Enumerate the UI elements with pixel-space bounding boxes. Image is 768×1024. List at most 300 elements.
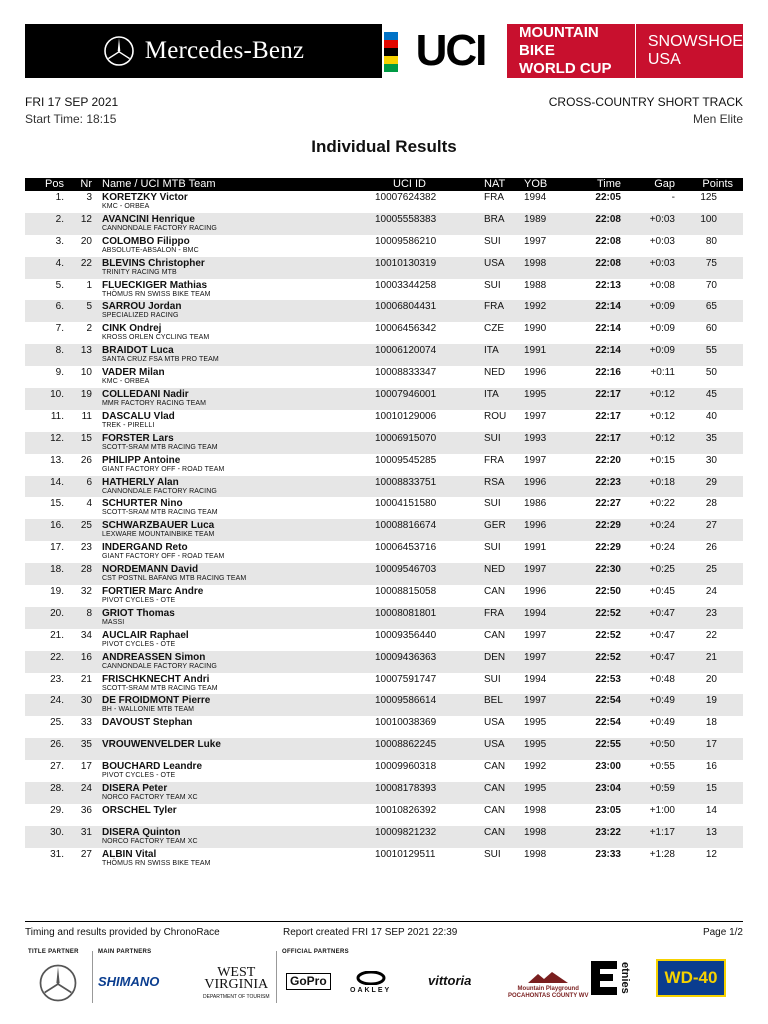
cell-nr: 5	[86, 301, 92, 313]
header-yob: YOB	[524, 178, 548, 190]
cell-yob: 1998	[524, 826, 547, 838]
cell-points: 29	[705, 476, 717, 488]
cell-nr: 6	[86, 476, 92, 488]
cell-yob: 1995	[524, 783, 547, 795]
cell-name: VROUWENVELDER Luke	[102, 739, 221, 751]
cell-name: DISERA Quinton	[102, 826, 181, 838]
cell-pos: 10.	[50, 389, 64, 401]
cell-time: 22:17	[595, 410, 621, 422]
cell-pos: 1.	[55, 192, 64, 203]
cell-uci: 10008833751	[375, 476, 437, 488]
table-row	[25, 476, 743, 498]
cell-gap: +0:12	[649, 389, 675, 401]
cell-nr: 31	[80, 826, 92, 838]
cell-yob: 1994	[524, 673, 547, 685]
cell-team: LEXWARE MOUNTAINBIKE TEAM	[102, 531, 215, 539]
cell-uci: 10006456342	[375, 323, 437, 335]
title-partner-label: TITLE PARTNER	[28, 949, 79, 955]
cell-uci: 10004151580	[375, 498, 437, 510]
wv-bottom: VIRGINIA	[204, 977, 269, 992]
cell-name: AVANCINI Henrique	[102, 213, 195, 225]
cell-uci: 10006804431	[375, 301, 437, 313]
table-row	[25, 344, 743, 366]
cell-nr: 23	[80, 542, 92, 554]
cell-nat: DEN	[484, 651, 506, 663]
gopro-logo: GoPro	[286, 973, 331, 990]
header-time: Time	[596, 178, 621, 190]
event-title-line1: MOUNTAIN BIKE	[519, 24, 599, 59]
cell-uci: 10008815058	[375, 586, 437, 598]
cell-yob: 1996	[524, 586, 547, 598]
cell-team: THÖMUS RN SWISS BIKE TEAM	[102, 859, 211, 867]
cell-time: 22:05	[595, 192, 621, 203]
cell-uci: 10008081801	[375, 607, 437, 619]
cell-time: 22:14	[595, 345, 621, 357]
cell-team: PIVOT CYCLES - OTE	[102, 640, 176, 648]
cell-pos: 12.	[50, 432, 64, 444]
oakley-logo	[350, 971, 391, 994]
header-gap: Gap	[654, 178, 675, 190]
cell-gap: +0:22	[649, 498, 675, 510]
cell-points: 125	[700, 192, 717, 203]
cell-gap: +0:47	[649, 629, 675, 641]
cell-nr: 34	[80, 629, 92, 641]
cell-yob: 1997	[524, 454, 547, 466]
cell-yob: 1995	[524, 389, 547, 401]
cell-yob: 1998	[524, 257, 547, 269]
cell-time: 22:08	[595, 213, 621, 225]
cell-pos: 30.	[50, 826, 64, 838]
cell-name: ANDREASSEN Simon	[102, 651, 206, 663]
cell-yob: 1990	[524, 323, 547, 335]
cell-nat: BEL	[484, 695, 503, 707]
cell-time: 23:05	[595, 804, 621, 816]
cell-gap: +0:49	[649, 695, 675, 707]
cell-nat: CZE	[484, 323, 504, 335]
cell-team: GIANT FACTORY OFF - ROAD TEAM	[102, 553, 225, 561]
cell-nat: SUI	[484, 673, 501, 685]
cell-time: 22:54	[595, 717, 621, 729]
cell-points: 40	[705, 410, 717, 422]
cell-yob: 1992	[524, 301, 547, 313]
cell-gap: +0:50	[649, 739, 675, 751]
cell-yob: 1998	[524, 804, 547, 816]
cell-yob: 1993	[524, 432, 547, 444]
cell-points: 12	[705, 848, 717, 860]
cell-gap: +0:15	[649, 454, 675, 466]
mp-line1: Mountain Playground	[517, 986, 579, 992]
race-date: FRI 17 SEP 2021	[25, 95, 119, 109]
cell-name: NORDEMANN David	[102, 564, 199, 576]
cell-pos: 8.	[55, 345, 64, 357]
uci-logo	[382, 24, 507, 78]
cell-nat: FRA	[484, 607, 504, 619]
cell-gap: +0:48	[649, 673, 675, 685]
cell-uci: 10008816674	[375, 520, 437, 532]
cell-team: ABSOLUTE-ABSALON - BMC	[102, 246, 199, 254]
cell-time: 22:08	[595, 235, 621, 247]
venue-line1: SNOWSHOE	[647, 33, 743, 50]
cell-pos: 31.	[50, 848, 64, 860]
cell-yob: 1995	[524, 717, 547, 729]
cell-name: DAVOUST Stephan	[102, 717, 193, 729]
cell-nat: GER	[484, 520, 506, 532]
cell-gap: +0:09	[649, 345, 675, 357]
cell-team: SCOTT-SRAM MTB RACING TEAM	[102, 509, 218, 517]
table-row	[25, 300, 743, 322]
cell-points: 14	[705, 804, 717, 816]
west-virginia-logo	[203, 967, 270, 1003]
table-row	[25, 322, 743, 344]
page-title: Individual Results	[311, 137, 457, 156]
cell-yob: 1991	[524, 542, 547, 554]
table-row	[25, 694, 743, 716]
cell-uci: 10006120074	[375, 345, 437, 357]
cell-gap: +0:47	[649, 651, 675, 663]
cell-name: BRAIDOT Luca	[102, 345, 174, 357]
page-number: Page 1/2	[702, 927, 743, 938]
cell-time: 22:08	[595, 257, 621, 269]
cell-name: SCHWARZBAUER Luca	[102, 520, 215, 532]
cell-pos: 6.	[55, 301, 64, 313]
cell-yob: 1997	[524, 629, 547, 641]
cell-points: 26	[705, 542, 717, 554]
race-category: Men Elite	[692, 112, 743, 126]
cell-points: 15	[705, 783, 717, 795]
cell-time: 22:14	[595, 301, 621, 313]
cell-nr: 20	[80, 235, 92, 247]
cell-points: 35	[705, 432, 717, 444]
cell-nat: SUI	[484, 848, 501, 860]
cell-gap: +0:49	[649, 717, 675, 729]
cell-points: 70	[705, 279, 717, 291]
cell-nr: 35	[80, 739, 92, 751]
cell-yob: 1996	[524, 476, 547, 488]
cell-pos: 5.	[55, 279, 64, 291]
cell-team: SCOTT-SRAM MTB RACING TEAM	[102, 684, 218, 692]
cell-nat: CAN	[484, 826, 506, 838]
cell-uci: 10009960318	[375, 761, 437, 773]
cell-points: 13	[705, 826, 717, 838]
cell-team: CANNONDALE FACTORY RACING	[102, 224, 217, 232]
cell-nat: FRA	[484, 301, 504, 313]
cell-time: 22:52	[595, 629, 621, 641]
cell-nat: BRA	[484, 213, 505, 225]
cell-uci: 10010129511	[375, 848, 436, 860]
cell-name: DISERA Peter	[102, 783, 168, 795]
cell-yob: 1997	[524, 410, 547, 422]
table-row	[25, 432, 743, 454]
cell-uci: 10009586614	[375, 695, 437, 707]
cell-time: 22:17	[595, 389, 621, 401]
table-row	[25, 191, 743, 213]
table-row	[25, 563, 743, 585]
cell-name: PHILIPP Antoine	[102, 454, 181, 466]
cell-nat: SUI	[484, 235, 501, 247]
cell-gap: +0:12	[649, 432, 675, 444]
cell-team: CANNONDALE FACTORY RACING	[102, 662, 217, 670]
cell-nr: 28	[80, 564, 92, 576]
cell-nr: 17	[80, 761, 92, 773]
cell-pos: 25.	[50, 717, 64, 729]
partners-strip	[28, 949, 742, 1009]
cell-yob: 1995	[524, 739, 547, 751]
cell-name: HATHERLY Alan	[102, 476, 179, 488]
table-body	[25, 191, 743, 870]
cell-nr: 4	[86, 498, 92, 510]
cell-points: 20	[705, 673, 717, 685]
cell-yob: 1989	[524, 213, 547, 225]
cell-uci: 10009546703	[375, 564, 437, 576]
header-uci-id: UCI ID	[393, 178, 426, 190]
cell-yob: 1996	[524, 520, 547, 532]
cell-name: COLLEDANI Nadir	[102, 389, 189, 401]
cell-nat: ITA	[484, 345, 499, 357]
cell-time: 22:53	[595, 673, 621, 685]
cell-pos: 23.	[50, 673, 64, 685]
cell-time: 22:29	[595, 520, 621, 532]
cell-time: 22:50	[595, 586, 621, 598]
cell-gap: +0:12	[649, 410, 675, 422]
partner-divider	[92, 951, 93, 1003]
cell-nat: USA	[484, 257, 505, 269]
cell-name: ALBIN Vital	[102, 848, 157, 860]
cell-name: KORETZKY Victor	[102, 192, 188, 203]
sponsor-name: Mercedes-Benz	[144, 37, 305, 64]
cell-pos: 26.	[50, 739, 64, 751]
cell-gap: +0:03	[649, 257, 675, 269]
cell-points: 28	[705, 498, 717, 510]
cell-time: 23:33	[595, 848, 621, 860]
cell-nr: 13	[80, 345, 92, 357]
cell-gap: +1:17	[649, 826, 675, 838]
table-row	[25, 541, 743, 563]
cell-time: 22:54	[595, 695, 621, 707]
cell-yob: 1997	[524, 564, 547, 576]
cell-yob: 1986	[524, 498, 547, 510]
cell-uci: 10010130319	[375, 257, 437, 269]
oakley-ellipse-icon	[356, 971, 386, 985]
cell-pos: 3.	[55, 235, 64, 247]
cell-gap: +0:45	[649, 586, 675, 598]
table-row	[25, 673, 743, 695]
start-time: Start Time: 18:15	[25, 112, 117, 126]
cell-team: NORCO FACTORY TEAM XC	[102, 794, 198, 802]
cell-nat: ITA	[484, 389, 499, 401]
cell-nr: 19	[80, 389, 92, 401]
cell-time: 22:52	[595, 651, 621, 663]
uci-rainbow-stripes	[384, 32, 398, 72]
cell-time: 22:20	[595, 454, 621, 466]
cell-pos: 19.	[50, 586, 64, 598]
cell-points: 19	[705, 695, 717, 707]
cell-name: VADER Milan	[102, 367, 165, 379]
cell-team: KROSS ORLEN CYCLING TEAM	[102, 334, 210, 342]
cell-team: CST POSTNL BAFANG MTB RACING TEAM	[102, 575, 247, 583]
cell-nat: FRA	[484, 192, 504, 203]
results-table	[25, 178, 743, 870]
cell-points: 45	[705, 389, 717, 401]
cell-nat: ROU	[484, 410, 507, 422]
event-venue	[648, 33, 743, 69]
cell-uci: 10008178393	[375, 783, 437, 795]
cell-yob: 1997	[524, 235, 547, 247]
etnies-text: etnies	[619, 962, 631, 994]
etnies-e-icon	[591, 961, 617, 995]
event-title	[519, 24, 636, 78]
cell-team: TRINITY RACING MTB	[102, 268, 177, 276]
mercedes-logo-icon	[38, 963, 78, 1003]
cell-team: KMC - ORBEA	[102, 203, 150, 210]
cell-nat: SUI	[484, 498, 501, 510]
header-points: Points	[702, 178, 733, 190]
cell-nr: 25	[80, 520, 92, 532]
table-row	[25, 716, 743, 738]
table-row	[25, 585, 743, 607]
cell-nat: FRA	[484, 454, 504, 466]
header-nr: Nr	[80, 178, 92, 190]
cell-points: 60	[705, 323, 717, 335]
cell-yob: 1994	[524, 607, 547, 619]
cell-yob: 1991	[524, 345, 547, 357]
cell-points: 75	[705, 257, 717, 269]
cell-points: 21	[705, 651, 717, 663]
cell-team: TREK - PIRELLI	[102, 421, 155, 429]
cell-points: 50	[705, 367, 717, 379]
cell-name: BOUCHARD Leandre	[102, 761, 203, 773]
mp-line2: POCAHONTAS COUNTY WV	[508, 993, 589, 999]
cell-nr: 27	[80, 848, 92, 860]
table-row	[25, 257, 743, 279]
cell-pos: 16.	[50, 520, 64, 532]
cell-uci: 10008862245	[375, 739, 437, 751]
wv-small: DEPARTMENT OF TOURISM	[203, 994, 270, 1000]
cell-team: PIVOT CYCLES - OTE	[102, 597, 176, 605]
cell-nr: 15	[80, 432, 92, 444]
event-block	[507, 24, 743, 78]
cell-gap: -	[671, 192, 675, 203]
cell-time: 22:52	[595, 607, 621, 619]
table-row	[25, 651, 743, 673]
header-banner	[25, 24, 743, 78]
table-row	[25, 519, 743, 541]
cell-points: 17	[705, 739, 717, 751]
cell-uci: 10005558383	[375, 213, 437, 225]
cell-gap: +1:28	[649, 848, 675, 860]
title-sponsor-block	[25, 24, 382, 78]
cell-name: FRISCHKNECHT Andri	[102, 673, 210, 685]
table-row	[25, 388, 743, 410]
cell-nat: SUI	[484, 432, 501, 444]
cell-time: 22:23	[595, 476, 621, 488]
venue-line2: USA	[647, 51, 681, 68]
mountain-playground-logo	[508, 971, 588, 1000]
cell-name: FLUECKIGER Mathias	[102, 279, 208, 291]
cell-points: 25	[705, 564, 717, 576]
cell-team: CANNONDALE FACTORY RACING	[102, 487, 217, 495]
cell-nr: 3	[86, 192, 92, 203]
header-name: Name / UCI MTB Team	[102, 178, 216, 190]
cell-nr: 10	[80, 367, 92, 379]
cell-pos: 4.	[55, 257, 64, 269]
event-title-line2: WORLD CUP	[519, 60, 612, 77]
cell-uci: 10010038369	[375, 717, 437, 729]
table-row	[25, 760, 743, 782]
cell-name: GRIOT Thomas	[102, 607, 175, 619]
cell-nr: 8	[86, 607, 92, 619]
cell-gap: +0:03	[649, 213, 675, 225]
cell-name: SCHURTER Nino	[102, 498, 183, 510]
cell-pos: 27.	[50, 761, 64, 773]
cell-nr: 21	[80, 673, 92, 685]
cell-team: GIANT FACTORY OFF - ROAD TEAM	[102, 465, 225, 473]
cell-team: KMC - ORBEA	[102, 378, 150, 386]
cell-nat: CAN	[484, 804, 506, 816]
main-partners-label: MAIN PARTNERS	[98, 949, 152, 955]
cell-time: 22:27	[595, 498, 621, 510]
header-nat: NAT	[484, 178, 506, 190]
cell-nr: 11	[81, 410, 92, 422]
cell-uci: 10010826392	[375, 804, 437, 816]
cell-nat: CAN	[484, 783, 506, 795]
cell-pos: 21.	[50, 629, 64, 641]
cell-gap: +0:25	[649, 564, 675, 576]
cell-uci: 10003344258	[375, 279, 437, 291]
timing-credit: Timing and results provided by ChronoRace	[25, 927, 220, 938]
shimano-logo: SHIMANO	[98, 974, 160, 989]
cell-pos: 15.	[50, 498, 64, 510]
cell-team: SPECIALIZED RACING	[102, 312, 179, 320]
cell-nat: NED	[484, 564, 506, 576]
cell-name: FORSTER Lars	[102, 432, 174, 444]
cell-time: 22:13	[595, 279, 621, 291]
cell-nat: USA	[484, 739, 505, 751]
cell-nr: 22	[80, 257, 92, 269]
cell-uci: 10009821232	[375, 826, 437, 838]
cell-uci: 10010129006	[375, 410, 437, 422]
report-created: Report created FRI 17 SEP 2021 22:39	[283, 927, 458, 938]
table-row	[25, 410, 743, 432]
cell-uci: 10009586210	[375, 235, 437, 247]
cell-time: 22:30	[595, 564, 621, 576]
official-partners-label: OFFICIAL PARTNERS	[282, 949, 349, 955]
cell-points: 100	[700, 213, 717, 225]
cell-yob: 1997	[524, 695, 547, 707]
cell-uci: 10008833347	[375, 367, 437, 379]
cell-nr: 2	[86, 323, 92, 335]
cell-name: FORTIER Marc Andre	[102, 586, 204, 598]
cell-pos: 29.	[50, 804, 64, 816]
cell-pos: 22.	[50, 651, 64, 663]
cell-pos: 28.	[50, 783, 64, 795]
cell-name: AUCLAIR Raphael	[102, 629, 189, 641]
cell-uci: 10009545285	[375, 454, 437, 466]
cell-uci: 10007624382	[375, 192, 437, 203]
cell-time: 22:17	[595, 432, 621, 444]
cell-yob: 1996	[524, 367, 547, 379]
cell-nr: 36	[80, 804, 92, 816]
cell-gap: +1:00	[649, 804, 675, 816]
cell-team: NORCO FACTORY TEAM XC	[102, 837, 198, 845]
cell-nat: CAN	[484, 761, 506, 773]
cell-points: 27	[705, 520, 717, 532]
table-row	[25, 782, 743, 804]
cell-points: 30	[705, 454, 717, 466]
partner-divider	[276, 951, 277, 1003]
cell-name: COLOMBO Filippo	[102, 235, 190, 247]
cell-nr: 24	[80, 783, 92, 795]
cell-nat: SUI	[484, 279, 501, 291]
